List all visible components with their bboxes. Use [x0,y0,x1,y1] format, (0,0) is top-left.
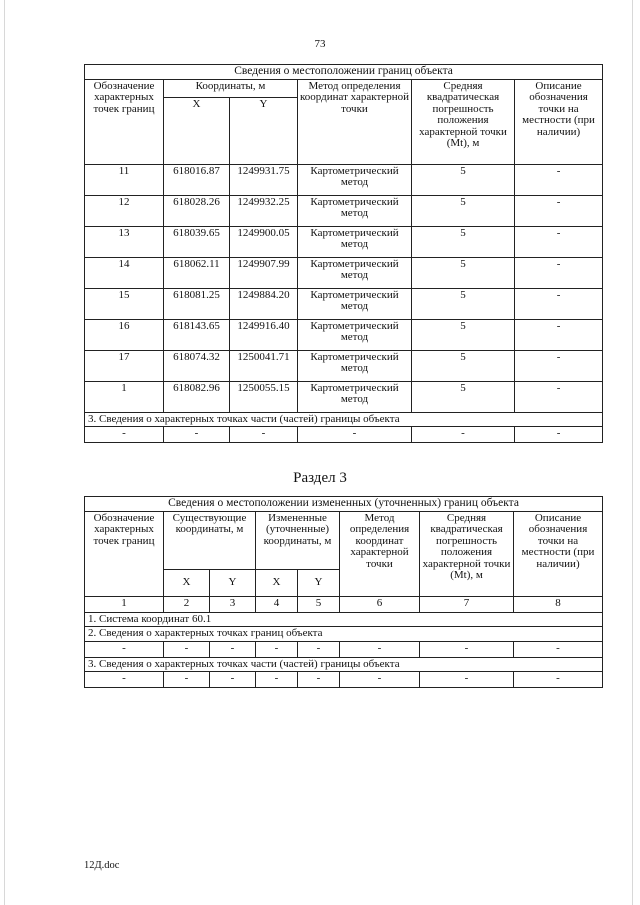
part-cell: - [298,672,340,688]
table-row [85,319,603,350]
table-row [85,350,603,381]
cell-y: 1249884.20 [230,288,298,319]
header-existing: Существующие координаты, м [164,511,256,569]
part-cell: - [230,427,298,443]
header-x: X [164,97,230,164]
header-method: Метод определения координат характерной точки [298,79,412,164]
part-cell: - [515,427,603,443]
scan-edge-right [632,0,633,905]
cell-point: 1 [85,381,164,412]
boundary-cell: - [298,641,340,657]
part-cell: - [256,672,298,688]
cell-y: 1250041.71 [230,350,298,381]
header-point: Обозначение характерных точек границ [85,79,164,164]
cell-point: 14 [85,257,164,288]
cell-method: Картометрический метод [298,288,412,319]
cell-y: 1249900.05 [230,226,298,257]
table-row [85,195,603,226]
cell-method: Картометрический метод [298,257,412,288]
scan-edge-left [4,0,5,905]
column-number: 5 [298,596,340,612]
header-y: Y [230,97,298,164]
part-cell: - [514,672,603,688]
cell-accuracy: 5 [412,319,515,350]
cell-point: 17 [85,350,164,381]
header-accuracy: Средняя квадратическая погрешность положения характерной точки (Mt), м [412,79,515,164]
part-cell: - [164,427,230,443]
cell-y: 1249931.75 [230,164,298,195]
table-row [85,164,603,195]
cell-method: Картометрический метод [298,164,412,195]
cell-x: 618062.11 [164,257,230,288]
cell-point: 13 [85,226,164,257]
header-point: Обозначение характерных точек границ [85,511,164,596]
table-row [85,257,603,288]
boundary-cell: - [210,641,256,657]
part-cell: - [412,427,515,443]
table-caption: Сведения о местоположении измененных (уточненных) границ объекта [85,497,603,512]
table-row [85,288,603,319]
cell-x: 618074.32 [164,350,230,381]
boundary-cell: - [85,641,164,657]
cell-accuracy: 5 [412,257,515,288]
cell-method: Картометрический метод [298,226,412,257]
coord-system-label: 1. Система координат 60.1 [85,612,603,627]
column-number: 7 [420,596,514,612]
part-cell: - [340,672,420,688]
header-y-changed: Y [298,569,340,596]
cell-method: Картометрический метод [298,319,412,350]
cell-accuracy: 5 [412,164,515,195]
cell-y: 1249932.25 [230,195,298,226]
boundary-cell: - [514,641,603,657]
cell-description: - [515,350,603,381]
table-row [85,226,603,257]
header-x-existing: X [164,569,210,596]
boundary-cell: - [340,641,420,657]
header-description: Описание обозначения точки на местности (при наличии) [515,79,603,164]
cell-x: 618081.25 [164,288,230,319]
part-cell: - [85,427,164,443]
cell-point: 16 [85,319,164,350]
column-number: 1 [85,596,164,612]
footer-filename: 12Д.doc [84,860,120,871]
cell-description: - [515,226,603,257]
cell-description: - [515,257,603,288]
boundary-cell: - [256,641,298,657]
cell-x: 618143.65 [164,319,230,350]
cell-accuracy: 5 [412,350,515,381]
cell-description: - [515,319,603,350]
section-title: Раздел 3 [293,470,347,486]
cell-x: 618039.65 [164,226,230,257]
cell-y: 1249916.40 [230,319,298,350]
cell-x: 618016.87 [164,164,230,195]
part-cell: - [298,427,412,443]
cell-accuracy: 5 [412,226,515,257]
column-number: 4 [256,596,298,612]
column-number: 2 [164,596,210,612]
table-caption: Сведения о местоположении границ объекта [85,65,603,80]
cell-point: 11 [85,164,164,195]
cell-accuracy: 5 [412,195,515,226]
header-coords: Координаты, м [164,79,298,97]
column-number: 6 [340,596,420,612]
part-cell: - [420,672,514,688]
header-accuracy: Средняя квадратическая погрешность положения характерной точки (Mt), м [420,511,514,596]
cell-method: Картометрический метод [298,381,412,412]
header-description: Описание обозначения точки на местности (при наличии) [514,511,603,596]
header-y-existing: Y [210,569,256,596]
boundary-cell: - [420,641,514,657]
changed-boundary-table [84,496,603,688]
cell-accuracy: 5 [412,381,515,412]
boundary-cell: - [164,641,210,657]
header-changed: Измененные (уточненные) координаты, м [256,511,340,569]
part-cell: - [85,672,164,688]
cell-y: 1249907.99 [230,257,298,288]
column-number: 3 [210,596,256,612]
column-number: 8 [514,596,603,612]
cell-accuracy: 5 [412,288,515,319]
boundary-table [84,64,603,443]
cell-description: - [515,195,603,226]
cell-description: - [515,381,603,412]
cell-point: 12 [85,195,164,226]
cell-point: 15 [85,288,164,319]
part-points-label: 3. Сведения о характерных точках части (частей) границы объекта [85,657,603,672]
cell-x: 618028.26 [164,195,230,226]
cell-method: Картометрический метод [298,350,412,381]
header-x-changed: X [256,569,298,596]
part-cell: - [164,672,210,688]
boundary-points-label: 2. Сведения о характерных точках границ объекта [85,627,603,642]
cell-x: 618082.96 [164,381,230,412]
part-cell: - [210,672,256,688]
header-method: Метод определения координат характерной точки [340,511,420,596]
cell-description: - [515,164,603,195]
page-number: 73 [314,38,326,50]
cell-description: - [515,288,603,319]
cell-y: 1250055.15 [230,381,298,412]
table-row [85,381,603,412]
cell-method: Картометрический метод [298,195,412,226]
part-section-label: 3. Сведения о характерных точках части (частей) границы объекта [85,412,603,427]
